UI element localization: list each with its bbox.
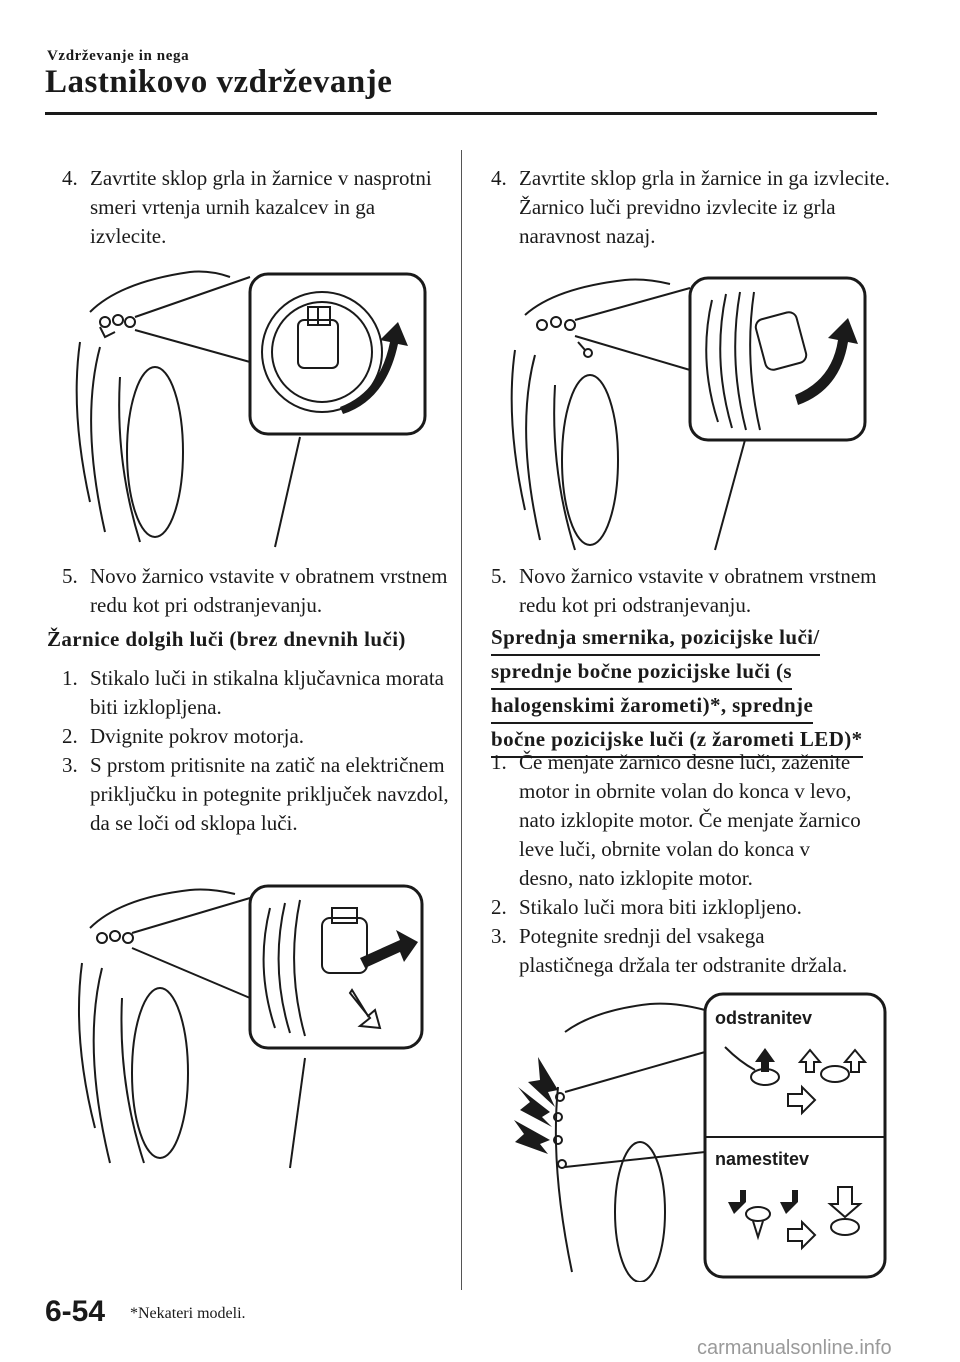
footnote: *Nekateri modeli. [130, 1305, 246, 1322]
step-text: Stikalo luči in stikalna ključavnica morata biti izklopljena. [90, 666, 444, 719]
column-divider [461, 150, 462, 1290]
header-rule [45, 112, 877, 115]
list-item [491, 893, 861, 922]
step-text: Dvignite pokrov motorja. [90, 724, 305, 748]
figure-rotate-socket-left [60, 262, 440, 557]
list-item [491, 922, 861, 980]
page-number: 6-54 [45, 1295, 106, 1328]
step-number: 1. [62, 666, 78, 690]
step-number: 5. [491, 564, 507, 588]
label-install: namestitev [715, 1149, 810, 1169]
list-item [62, 722, 452, 751]
figure-pull-socket-right [490, 270, 880, 555]
left-step-5 [62, 562, 452, 620]
heading-line: bočne pozicijske luči (z žarometi LED)* [491, 724, 863, 758]
left-steps-list [62, 664, 452, 838]
heading-line: sprednje bočne pozicijske luči (s [491, 656, 792, 690]
heading-line: Sprednja smernika, pozicijske luči/ [491, 622, 820, 656]
label-remove: odstranitev [715, 1008, 813, 1028]
step-text: Stikalo luči mora biti izklopljeno. [519, 895, 802, 919]
left-step-4 [62, 164, 452, 251]
step-text: Potegnite srednji del vsakega plastičnega držala ter odstranite držala. [519, 924, 848, 977]
step-number: 3. [62, 753, 78, 777]
right-step-4 [491, 164, 891, 251]
heading-line: halogenskimi žarometi)*, sprednje [491, 690, 813, 724]
list-item [491, 748, 861, 893]
figure-disconnect-connector [60, 878, 440, 1173]
step-number: 1. [491, 750, 507, 774]
step-text: Zavrtite sklop grla in žarnice in ga izvlecite. Žarnico luči previdno izvlecite iz grla naravnost nazaj. [519, 166, 890, 248]
right-steps-list [491, 748, 861, 980]
step-number: 5. [62, 564, 78, 588]
step-text: Če menjate žarnico desne luči, zaženite motor in obrnite volan do konca v levo, nato izklopite motor. Če menjate žarnico leve luči, obrnite volan do konca v desno, nato izklopite motor. [519, 750, 861, 890]
section-heading-high-beam: Žarnice dolgih luči (brez dnevnih luči) [47, 627, 406, 651]
step-number: 2. [62, 724, 78, 748]
step-text: S prstom pritisnite na zatič na električnem priključku in potegnite priključek navzdol, da se loči od sklopa luči. [90, 753, 449, 835]
step-text: Novo žarnico vstavite v obratnem vrstnem redu kot pri odstranjevanju. [90, 564, 448, 617]
watermark: carmanualsonline.info [697, 1337, 892, 1359]
step-number: 2. [491, 895, 507, 919]
step-number: 4. [491, 166, 507, 190]
page-title: Lastnikovo vzdrževanje [45, 64, 393, 100]
figure-clip-removal [510, 992, 890, 1282]
step-text: Novo žarnico vstavite v obratnem vrstnem redu kot pri odstranjevanju. [519, 564, 877, 617]
step-text: Zavrtite sklop grla in žarnice v nasprotni smeri vrtenja urnih kazalcev in ga izvlecite. [90, 166, 432, 248]
section-label: Vzdrževanje in nega [47, 48, 190, 64]
right-step-5 [491, 562, 891, 620]
list-item [62, 664, 452, 722]
section-heading-turn-signals [491, 622, 891, 758]
step-number: 3. [491, 924, 507, 948]
step-number: 4. [62, 166, 78, 190]
list-item [62, 751, 452, 838]
